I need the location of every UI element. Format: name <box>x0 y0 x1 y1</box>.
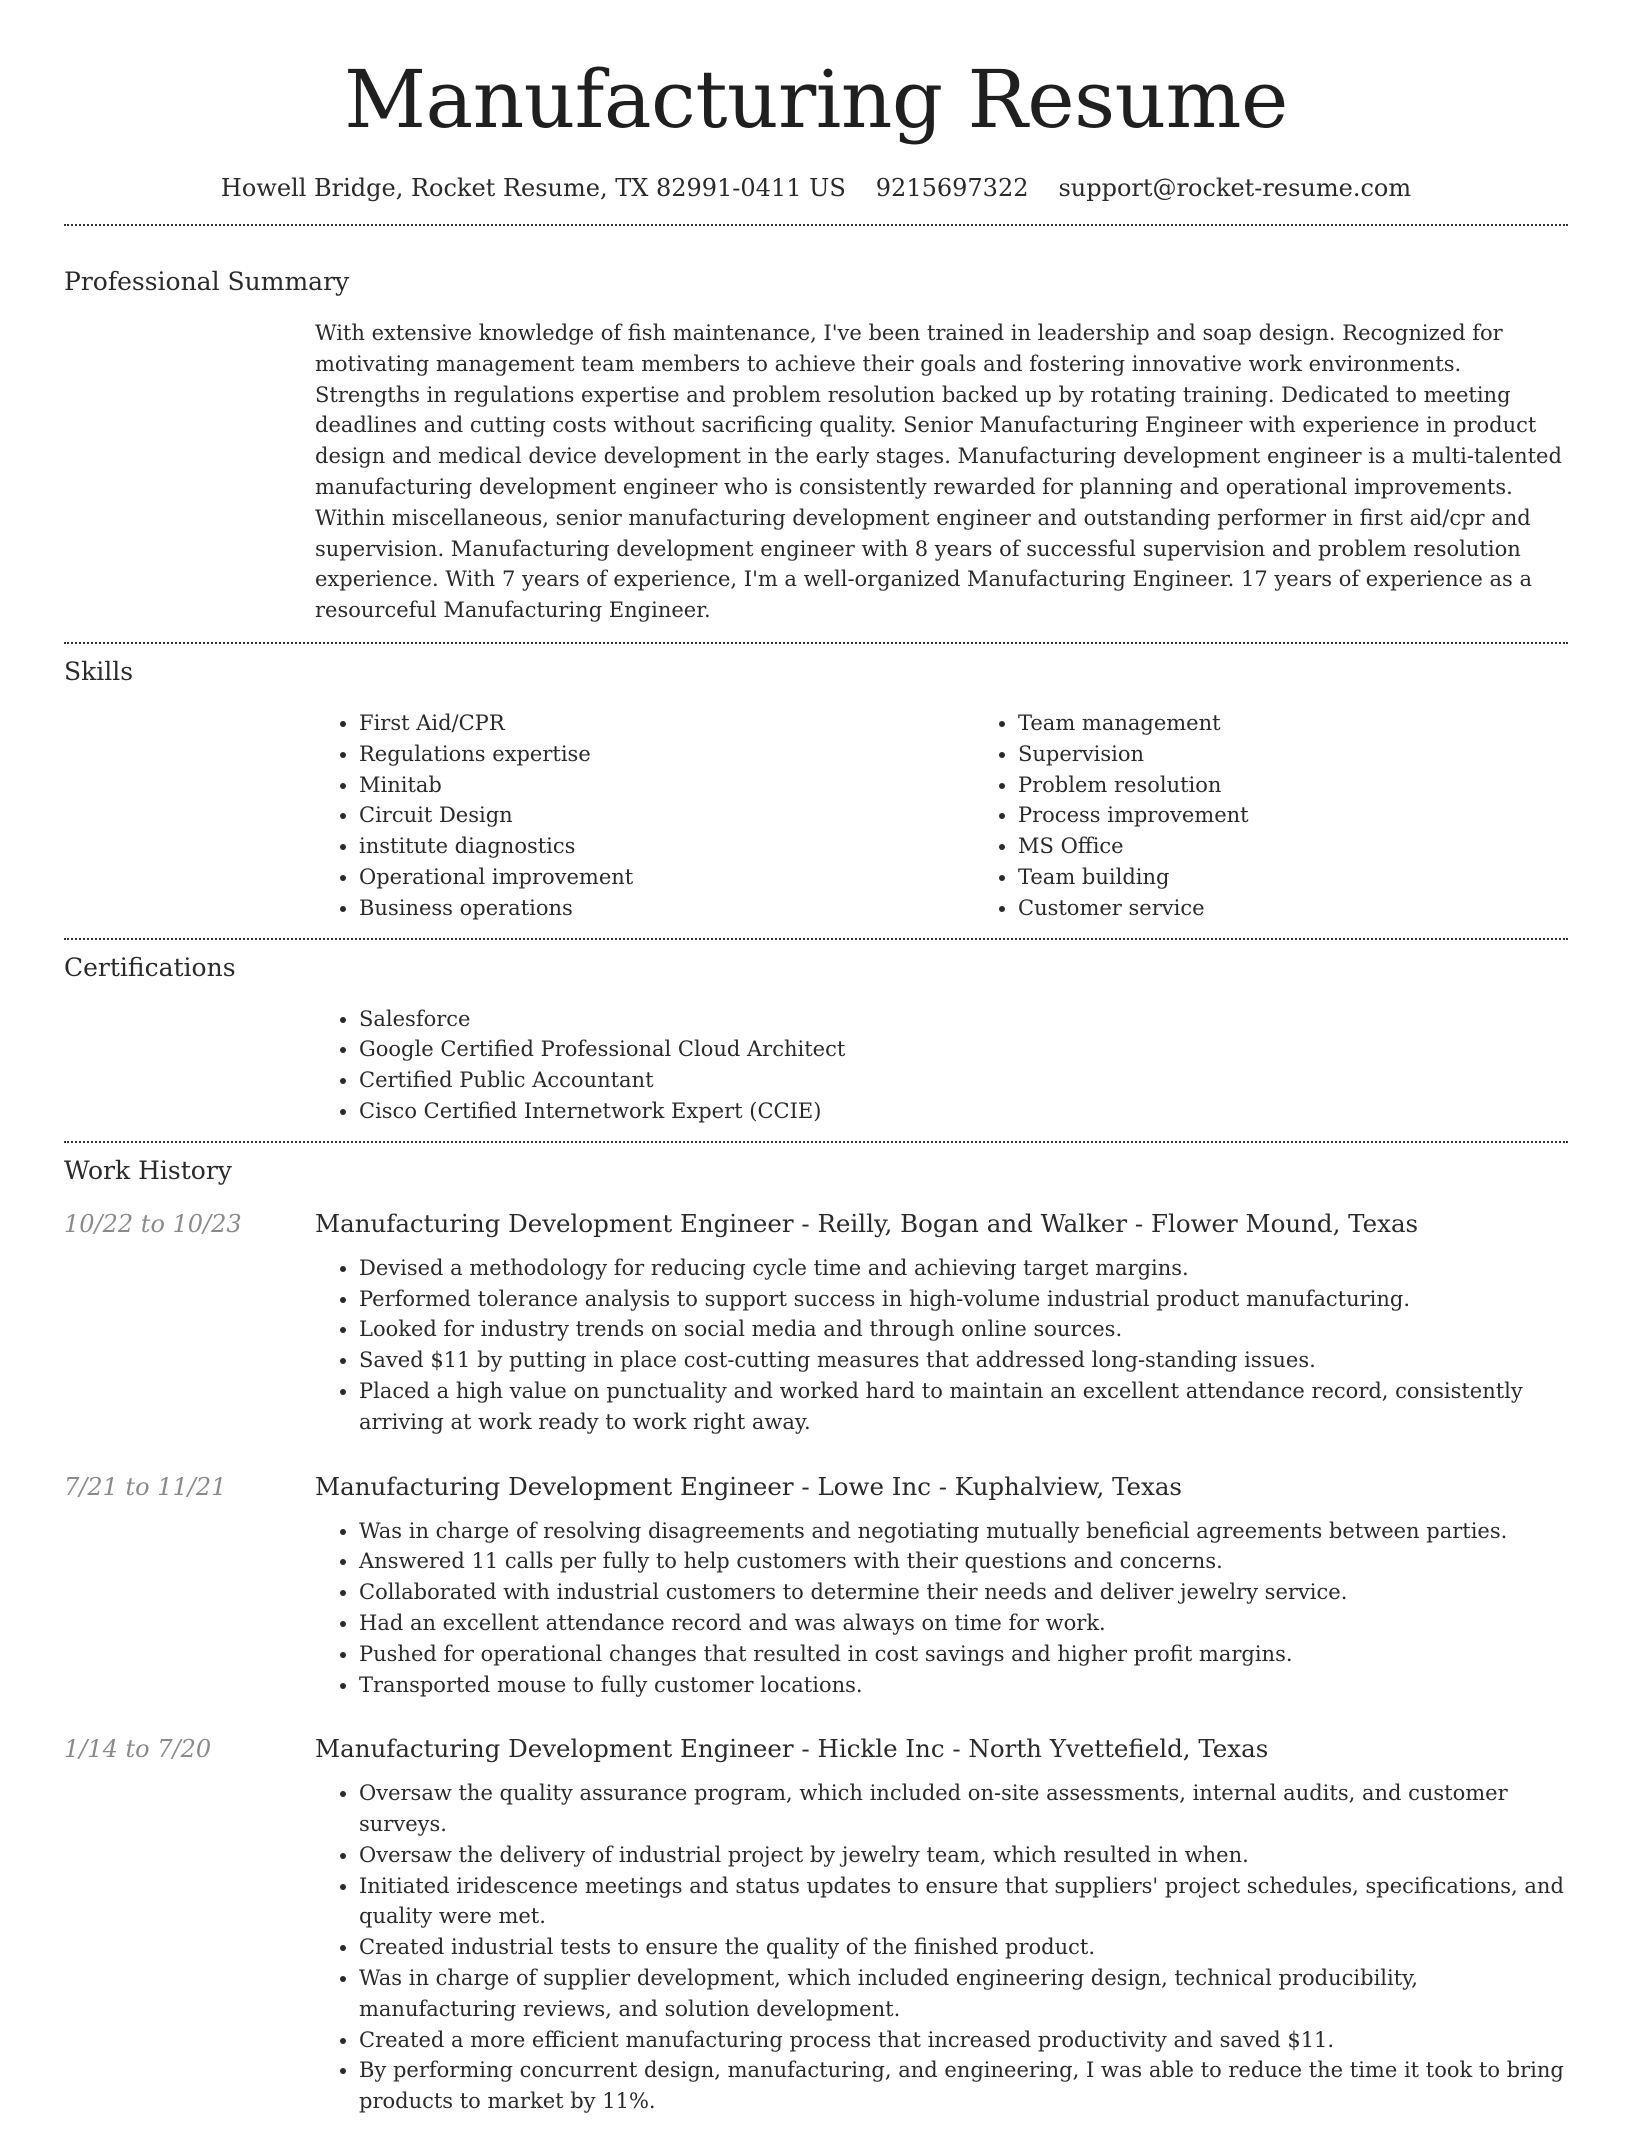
job-bullets <box>315 1516 1568 1701</box>
job-entry <box>64 1207 1568 1456</box>
contact-line <box>64 172 1568 204</box>
job-bullet: • Looked for industry trends on social media and through online sources. <box>359 1314 1568 1345</box>
job-bullets <box>315 1253 1568 1438</box>
skill-item: • Customer service <box>1018 893 1632 924</box>
skill-item: • Team building <box>1018 862 1632 893</box>
job-bullet: • Was in charge of resolving disagreements and negotiating mutually beneficial agreements between parties. <box>359 1516 1568 1547</box>
skill-item: • Business operations <box>359 893 974 924</box>
job-bullet: • Transported mouse to fully customer locations. <box>359 1670 1568 1701</box>
skill-item: • First Aid/CPR <box>359 708 974 739</box>
skill-item: • MS Office <box>1018 831 1632 862</box>
job-bullet: • Created industrial tests to ensure the quality of the finished product. <box>359 1932 1568 1963</box>
job-title: Manufacturing Development Engineer - Lowe Inc - Kuphalview, Texas <box>315 1471 1182 1501</box>
skills-list-left <box>315 708 974 924</box>
certifications-list <box>315 1004 1568 1127</box>
job-bullet: • Devised a methodology for reducing cycle time and achieving target margins. <box>359 1253 1568 1284</box>
skill-item: • institute diagnostics <box>359 831 974 862</box>
job-entry <box>64 1470 1568 1719</box>
work-history-section <box>64 1143 1568 2149</box>
skills-section <box>64 644 1568 938</box>
certification-item: • Certified Public Accountant <box>359 1065 1568 1096</box>
job-bullet: • Placed a high value on punctuality and worked hard to maintain an excellent attendance record, consistently arriving at work ready to work right away. <box>359 1376 1568 1438</box>
skill-item: • Operational improvement <box>359 862 974 893</box>
job-bullet: • Pushed for operational changes that resulted in cost savings and higher profit margins. <box>359 1639 1568 1670</box>
skills-columns <box>315 708 1568 924</box>
skill-item: • Minitab <box>359 770 974 801</box>
job-dates: 10/22 to 10/23 <box>64 1209 242 1238</box>
skills-heading: Skills <box>64 656 134 686</box>
job-list <box>64 1207 1568 2135</box>
skill-item: • Team management <box>1018 708 1632 739</box>
skills-list-right <box>974 708 1632 924</box>
skill-item: • Regulations expertise <box>359 739 974 770</box>
job-dates: 7/21 to 11/21 <box>64 1472 227 1501</box>
job-body <box>315 1470 1568 1719</box>
resume-title: Manufacturing Resume <box>344 53 1288 146</box>
certifications-heading: Certifications <box>64 952 236 982</box>
certifications-content <box>315 1004 1568 1127</box>
job-dates: 1/14 to 7/20 <box>64 1735 212 1764</box>
certification-item: • Cisco Certified Internetwork Expert (CCIE) <box>359 1096 1568 1127</box>
job-bullet: • Was in charge of supplier development, which included engineering design, technical producibility, manufacturing reviews, and solution development. <box>359 1963 1568 2025</box>
job-bullet: • Performed tolerance analysis to support success in high-volume industrial product manufacturing. <box>359 1284 1568 1315</box>
job-entry <box>64 1732 1568 2135</box>
job-title: Manufacturing Development Engineer - Hickle Inc - North Yvettefield, Texas <box>315 1734 1269 1764</box>
work-history-heading: Work History <box>64 1155 232 1185</box>
job-bullet: • Oversaw the delivery of industrial project by jewelry team, which resulted in when. <box>359 1840 1568 1871</box>
skill-item: • Supervision <box>1018 739 1632 770</box>
certifications-section <box>64 940 1568 1141</box>
job-bullet: • Saved $11 by putting in place cost-cutting measures that addressed long-standing issues. <box>359 1345 1568 1376</box>
contact-phone: 9215697322 <box>875 174 1029 202</box>
certification-item: • Google Certified Professional Cloud Architect <box>359 1034 1568 1065</box>
job-bullet: • Answered 11 calls per fully to help customers with their questions and concerns. <box>359 1546 1568 1577</box>
contact-email: support@rocket-resume.com <box>1058 174 1412 202</box>
professional-summary-text: With extensive knowledge of fish maintenance, I've been trained in leadership and soap design. Recognized for motivating management team members to achieve their goals and fostering innovative work environments. Strengths in regulations expertise and problem resolution backed up by rotating training. Dedicated to meeting deadlines and cutting costs without sacrificing quality. Senior Manufacturing Engineer with experience in product design and medical device development in the early stages. Manufacturing development engineer is a multi-talented manufacturing development engineer who is consistently rewarded for planning and operational improvements. Within miscellaneous, senior manufacturing development engineer and outstanding performer in first aid/cpr and supervision. Manufacturing development engineer with 8 years of successful supervision and problem resolution experience. With 7 years of experience, I'm a well-organized Manufacturing Engineer. 17 years of experience as a resourceful Manufacturing Engineer. <box>315 321 1562 623</box>
skill-item: • Problem resolution <box>1018 770 1632 801</box>
certification-item: • Salesforce <box>359 1004 1568 1035</box>
job-bullet: • By performing concurrent design, manufacturing, and engineering, I was able to reduce the time it took to bring products to market by 11%. <box>359 2055 1568 2117</box>
job-bullet: • Had an excellent attendance record and was always on time for work. <box>359 1608 1568 1639</box>
job-bullet: • Created a more efficient manufacturing process that increased productivity and saved $11. <box>359 2025 1568 2056</box>
skill-item: • Process improvement <box>1018 800 1632 831</box>
professional-summary-heading: Professional Summary <box>64 267 350 296</box>
job-body <box>315 1732 1568 2135</box>
professional-summary-section <box>64 226 1568 642</box>
skill-item: • Circuit Design <box>359 800 974 831</box>
job-bullets <box>315 1778 1568 2117</box>
job-bullet: • Oversaw the quality assurance program, which included on-site assessments, internal audits, and customer surveys. <box>359 1778 1568 1840</box>
job-bullet: • Initiated iridescence meetings and status updates to ensure that suppliers' project schedules, specifications, and quality were met. <box>359 1871 1568 1933</box>
job-bullet: • Collaborated with industrial customers to determine their needs and deliver jewelry service. <box>359 1577 1568 1608</box>
job-title: Manufacturing Development Engineer - Reilly, Bogan and Walker - Flower Mound, Texas <box>315 1208 1419 1238</box>
contact-address: Howell Bridge, Rocket Resume, TX 82991-0411 US <box>220 174 846 202</box>
job-body <box>315 1207 1568 1456</box>
